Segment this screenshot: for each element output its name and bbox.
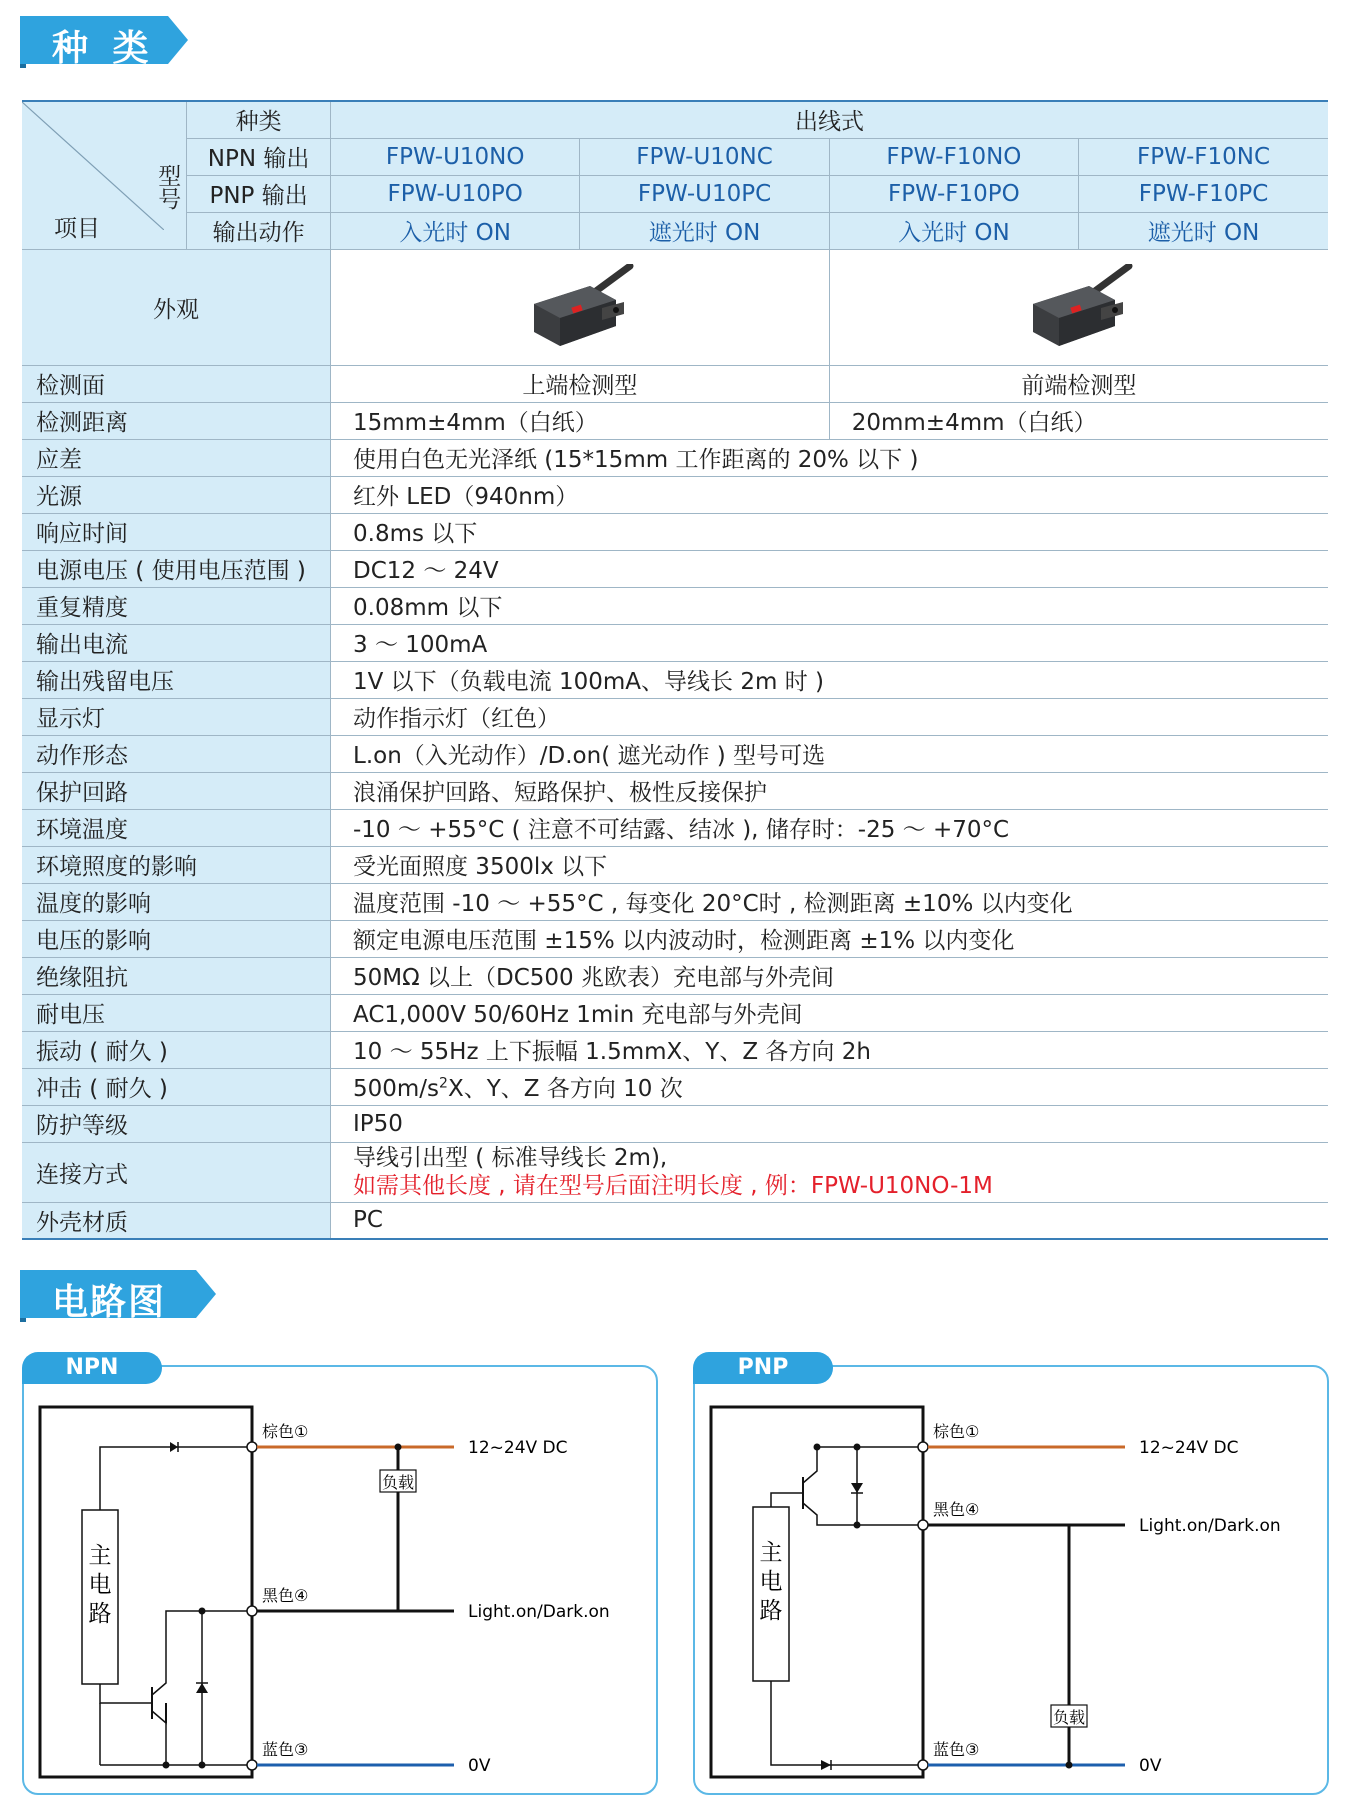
row-value	[331, 1068, 1329, 1105]
pnp-circuit-diagram	[693, 1365, 1329, 1795]
type-label: 种类	[187, 101, 331, 138]
npn-ground-label: 0V	[468, 1756, 491, 1776]
npn-model: FPW-F10NC	[1079, 138, 1328, 175]
row-label: 温度的影响	[22, 883, 331, 920]
row-label: 电源电压 ( 使用电压范围 )	[22, 550, 331, 587]
row-value: -10 ～ +55°C ( 注意不可结露、结冰 ), 储存时：-25 ～ +70°C	[331, 809, 1329, 846]
row-label: 输出残留电压	[22, 661, 331, 698]
row-label: 环境照度的影响	[22, 846, 331, 883]
section-title-types: 种 类	[52, 28, 155, 69]
row-value: IP50	[331, 1105, 1329, 1142]
connection-line2: 如需其他长度 , 请在型号后面注明长度 , 例：FPW-U10NO-1M	[353, 1173, 993, 1199]
npn-tab: NPN	[22, 1352, 162, 1384]
row-label: 检测距离	[22, 402, 331, 439]
row-value: 前端检测型	[829, 365, 1328, 402]
section-title-circuit: 电路图	[52, 1282, 167, 1323]
pnp-output-label: PNP 输出	[187, 175, 331, 212]
row-label: 耐电压	[22, 994, 331, 1031]
pnp-black-label: 黑色④	[933, 1500, 980, 1519]
pnp-ground-label: 0V	[1139, 1756, 1162, 1776]
pnp-model: FPW-F10PO	[829, 175, 1078, 212]
row-value: 0.08mm 以下	[331, 587, 1329, 624]
row-value: 受光面照度 3500lx 以下	[331, 846, 1329, 883]
pnp-tab: PNP	[693, 1352, 833, 1384]
row-label: 响应时间	[22, 513, 331, 550]
row-value: 0.8ms 以下	[331, 513, 1329, 550]
npn-load-label: 负载	[381, 1473, 415, 1492]
row-label: 保护回路	[22, 772, 331, 809]
pnp-brown-label: 棕色①	[933, 1422, 980, 1441]
pnp-model: FPW-U10PC	[580, 175, 829, 212]
row-value: L.on（入光动作）/D.on( 遮光动作 ) 型号可选	[331, 735, 1329, 772]
item-label: 项目	[54, 215, 100, 242]
npn-brown-label: 棕色①	[262, 1422, 309, 1441]
row-value: 额定电源电压范围 ±15% 以内波动时，检测距离 ±1% 以内变化	[331, 920, 1329, 957]
row-value: 红外 LED（940nm）	[331, 476, 1329, 513]
row-label: 光源	[22, 476, 331, 513]
row-label: 应差	[22, 439, 331, 476]
npn-blue-label: 蓝色③	[262, 1740, 309, 1759]
row-value: 50MΩ 以上（DC500 兆欧表）充电部与外壳间	[331, 957, 1329, 994]
row-value: 20mm±4mm（白纸）	[829, 402, 1328, 439]
npn-output-label: NPN 输出	[187, 138, 331, 175]
npn-model: FPW-U10NC	[580, 138, 829, 175]
pnp-model: FPW-F10PC	[1079, 175, 1328, 212]
section-banner-circuit	[20, 1270, 220, 1322]
pnp-model: FPW-U10PO	[331, 175, 580, 212]
output-action: 遮光时 ON	[580, 212, 829, 249]
row-label: 绝缘阻抗	[22, 957, 331, 994]
row-value: 1V 以下（负载电流 100mA、导线长 2m 时 )	[331, 661, 1329, 698]
row-label: 重复精度	[22, 587, 331, 624]
npn-model: FPW-F10NO	[829, 138, 1078, 175]
npn-main-char: 路	[88, 1601, 112, 1627]
row-label: 防护等级	[22, 1105, 331, 1142]
row-label: 振动 ( 耐久 )	[22, 1031, 331, 1068]
row-label: 输出电流	[22, 624, 331, 661]
row-label: 显示灯	[22, 698, 331, 735]
row-value: 上端检测型	[331, 365, 830, 402]
pnp-main-char: 路	[759, 1598, 783, 1624]
header-diagonal-cell	[22, 101, 187, 249]
shock-value-post: X、Y、Z 各方向 10 次	[447, 1076, 683, 1102]
row-label: 电压的影响	[22, 920, 331, 957]
row-label: 冲击 ( 耐久 )	[22, 1068, 331, 1105]
pnp-output-label: Light.on/Dark.on	[1139, 1516, 1281, 1536]
npn-model: FPW-U10NO	[331, 138, 580, 175]
pnp-blue-label: 蓝色③	[933, 1740, 980, 1759]
output-action-label: 输出动作	[187, 212, 331, 249]
row-label: 检测面	[22, 365, 331, 402]
sensor-f-type-image	[1019, 264, 1139, 350]
pnp-supply-label: 12~24V DC	[1139, 1438, 1239, 1458]
row-value: 10 ～ 55Hz 上下振幅 1.5mmX、Y、Z 各方向 2h	[331, 1031, 1329, 1068]
row-label: 动作形态	[22, 735, 331, 772]
row-value: 3 ～ 100mA	[331, 624, 1329, 661]
row-label: 外壳材质	[22, 1202, 331, 1239]
pnp-load-label: 负载	[1052, 1708, 1086, 1727]
sensor-u-type-image	[520, 264, 640, 350]
section-banner-types	[20, 16, 190, 68]
pnp-main-char: 电	[759, 1569, 783, 1595]
row-value: AC1,000V 50/60Hz 1min 充电部与外壳间	[331, 994, 1329, 1031]
connection-line1: 导线引出型 ( 标准导线长 2m),	[353, 1145, 668, 1171]
shock-value-pre: 500m/s	[353, 1076, 440, 1102]
row-label: 连接方式	[22, 1142, 331, 1202]
npn-black-label: 黑色④	[262, 1586, 309, 1605]
shock-value-sup: 2	[439, 1075, 448, 1092]
npn-circuit-diagram	[22, 1365, 658, 1795]
output-action: 入光时 ON	[829, 212, 1078, 249]
pnp-main-char: 主	[759, 1540, 783, 1566]
row-value: PC	[331, 1202, 1329, 1239]
row-label: 环境温度	[22, 809, 331, 846]
output-action: 入光时 ON	[331, 212, 580, 249]
row-value: 温度范围 -10 ～ +55°C , 每变化 20°C时 , 检测距离 ±10% 以内变化	[331, 883, 1329, 920]
appearance-label: 外观	[22, 249, 331, 365]
row-value: 浪涌保护回路、短路保护、极性反接保护	[331, 772, 1329, 809]
appearance-f-type	[829, 249, 1328, 365]
model-label: 型号	[154, 164, 181, 210]
output-action: 遮光时 ON	[1079, 212, 1328, 249]
row-value: 使用白色无光泽纸 (15*15mm 工作距离的 20% 以下 )	[331, 439, 1329, 476]
npn-output-label: Light.on/Dark.on	[468, 1602, 610, 1622]
output-wiring-label: 出线式	[331, 101, 1329, 138]
row-value	[331, 1142, 1329, 1202]
row-value: 动作指示灯（红色）	[331, 698, 1329, 735]
row-value: 15mm±4mm（白纸）	[331, 402, 830, 439]
npn-supply-label: 12~24V DC	[468, 1438, 568, 1458]
npn-main-char: 主	[88, 1543, 112, 1569]
row-value: DC12 ～ 24V	[331, 550, 1329, 587]
spec-table	[22, 100, 1328, 1240]
npn-main-char: 电	[88, 1572, 112, 1598]
appearance-u-type	[331, 249, 830, 365]
